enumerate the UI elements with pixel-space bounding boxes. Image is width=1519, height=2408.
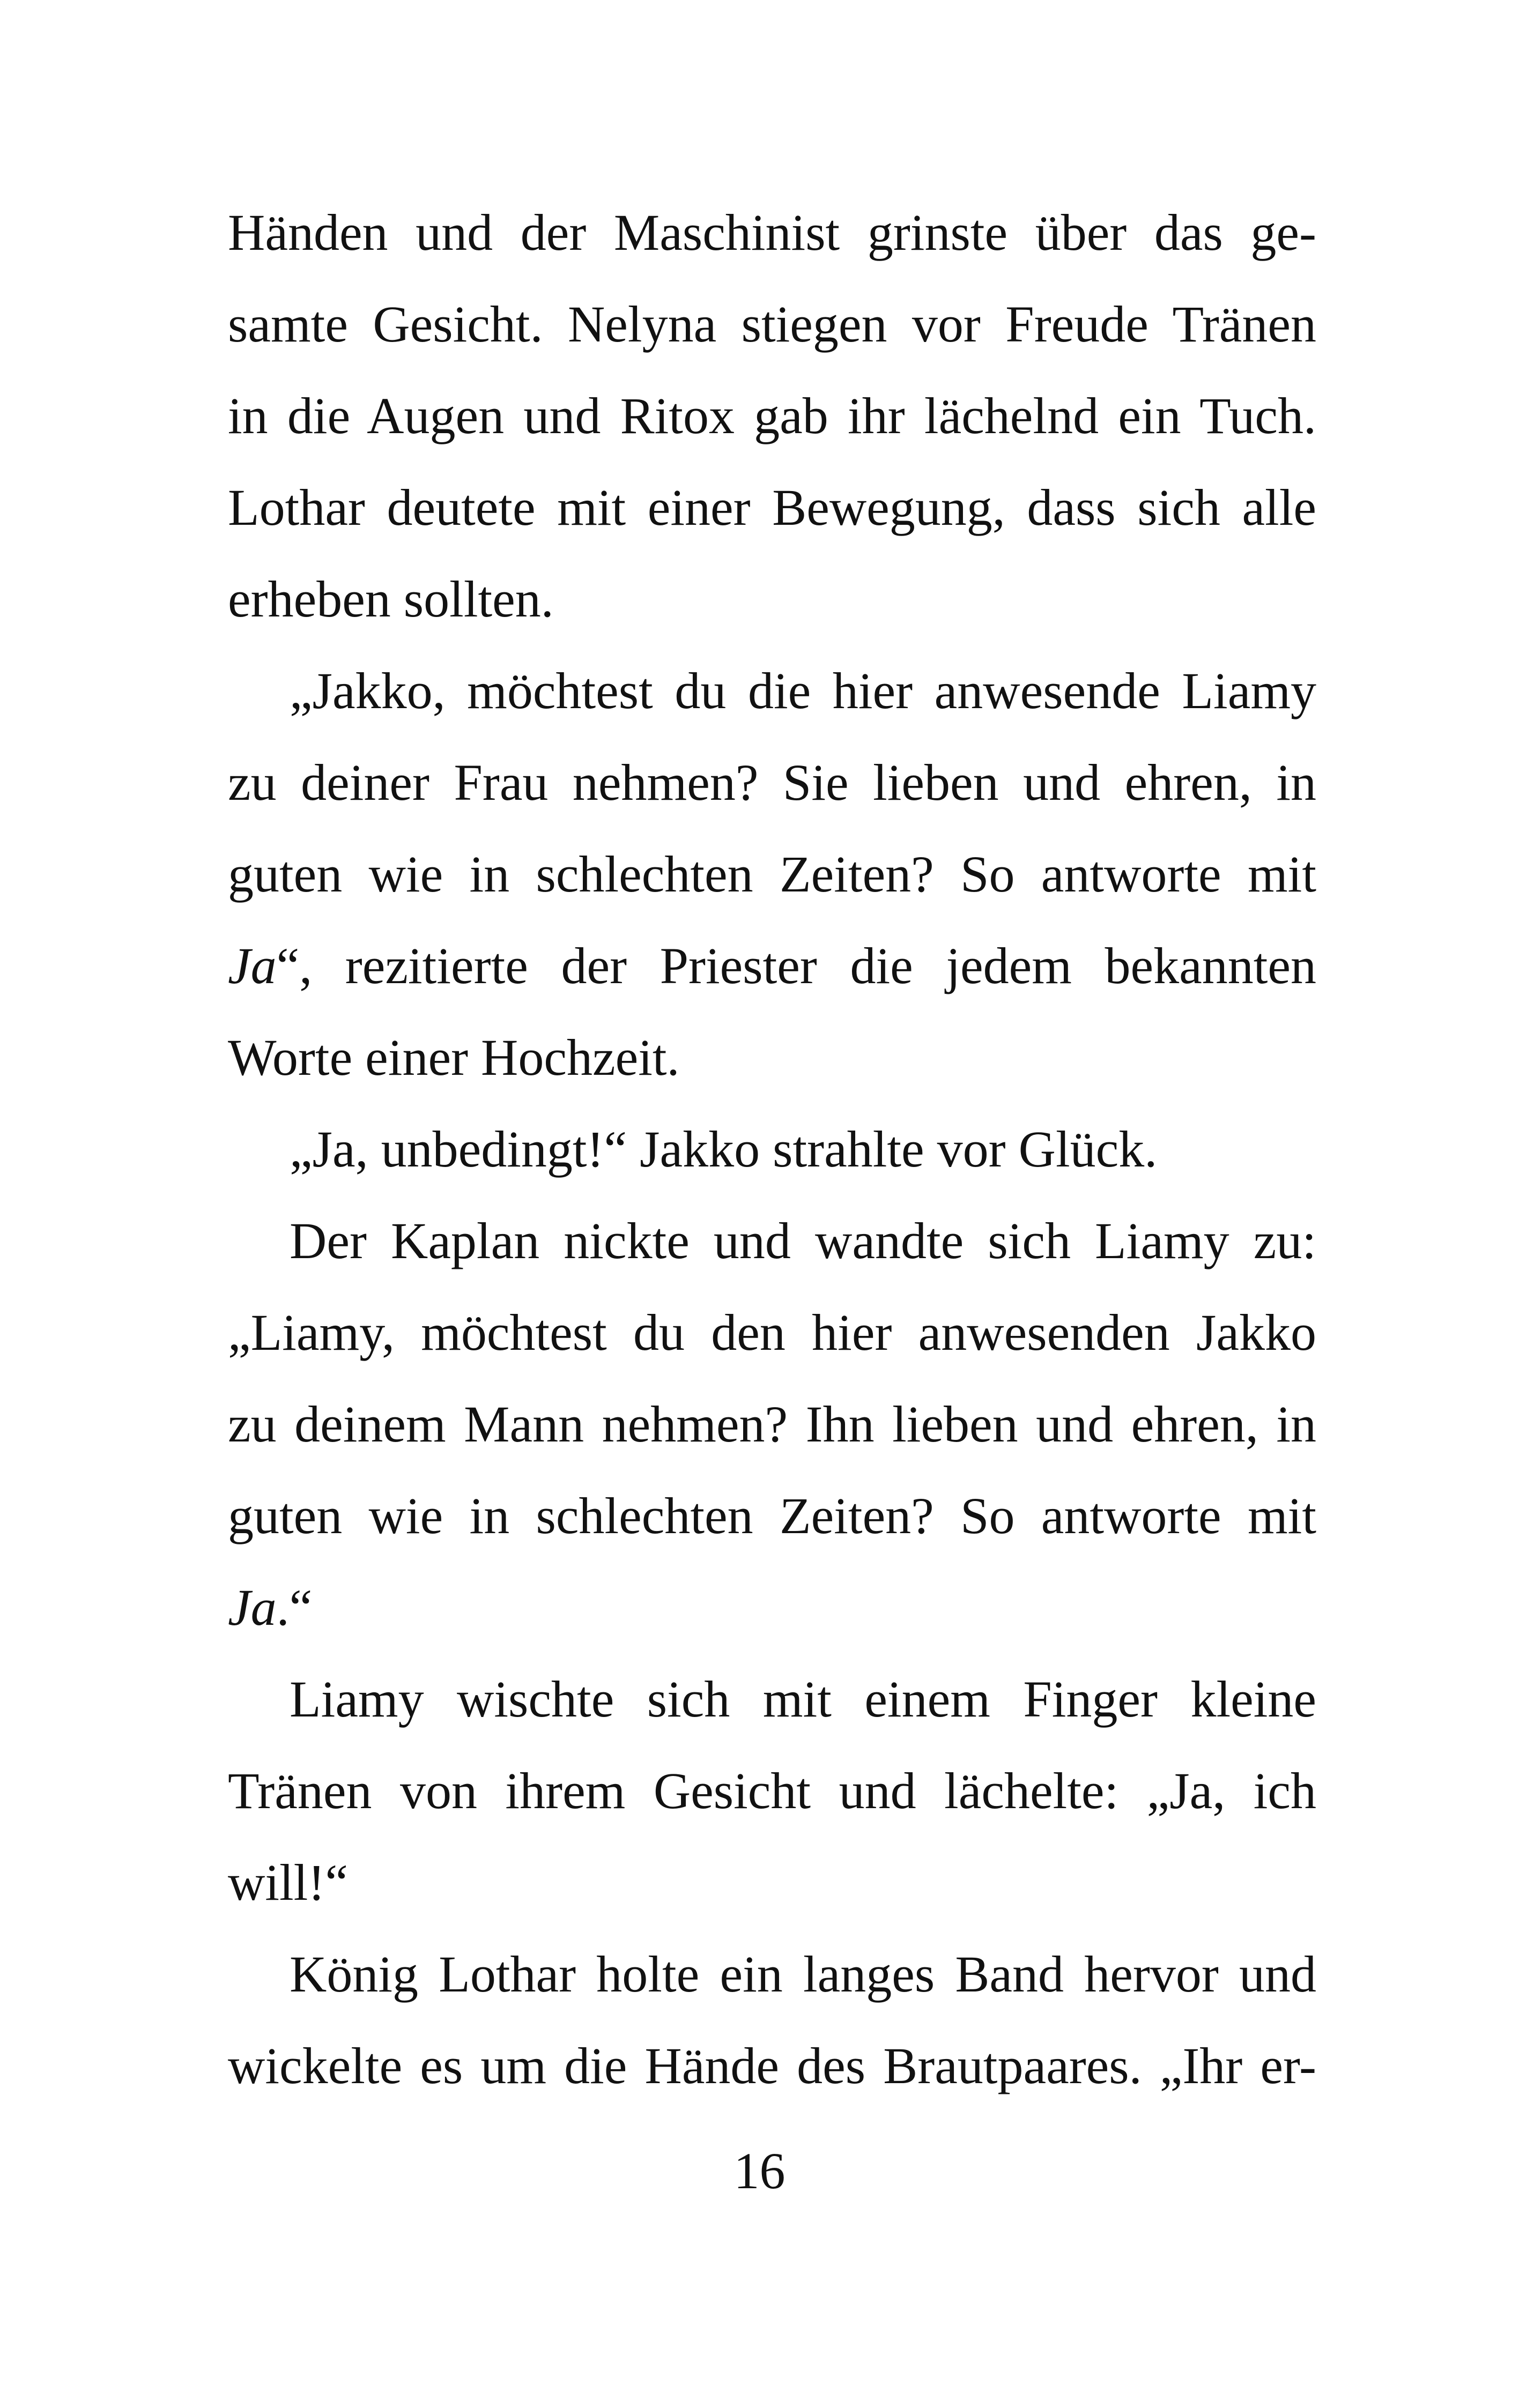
text-line: zu deiner Frau nehmen? Sie lieben und ehren, in xyxy=(228,754,1316,811)
line-rest: .“ xyxy=(276,1579,313,1636)
text-line xyxy=(228,920,1316,1012)
italic-word: Ja xyxy=(228,1579,277,1636)
text-line: guten wie in schlechten Zeiten? So antworte mit xyxy=(228,845,1316,903)
page-number: 16 xyxy=(733,2142,786,2199)
text-line: zu deinem Mann nehmen? Ihn lieben und ehren, in xyxy=(228,1395,1316,1453)
text-line: „Liamy, möchtest du den hier anwesenden Jakko xyxy=(228,1304,1316,1361)
line-rest: “, rezitierte der Priester die jedem bekannten xyxy=(276,937,1316,994)
text-line: Händen und der Maschinist grinste über das ge- xyxy=(228,204,1316,261)
text-line: will!“ xyxy=(228,1854,348,1911)
text-line: samte Gesicht. Nelyna stiegen vor Freude Tränen xyxy=(228,295,1316,353)
text-line: in die Augen und Ritox gab ihr lächelnd ein Tuch. xyxy=(228,387,1316,444)
text-line: Der Kaplan nickte und wandte sich Liamy zu: xyxy=(290,1212,1316,1269)
text-line: „Ja, unbedingt!“ Jakko strahlte vor Glück. xyxy=(290,1120,1158,1178)
body-text xyxy=(228,187,1316,2112)
text-line: „Jakko, möchtest du die hier anwesende Liamy xyxy=(290,662,1316,719)
text-line: König Lothar holte ein langes Band hervor und xyxy=(290,1945,1316,2003)
text-line: erheben sollten. xyxy=(228,570,554,628)
text-line xyxy=(228,1562,1316,1653)
text-line: wickelte es um die Hände des Brautpaares. „Ihr er- xyxy=(228,2037,1316,2094)
text-line: Worte einer Hochzeit. xyxy=(228,1029,680,1086)
text-line: Tränen von ihrem Gesicht und lächelte: „Ja, ich xyxy=(228,1762,1316,1819)
italic-word: Ja xyxy=(228,937,277,994)
text-line: Liamy wischte sich mit einem Finger kleine xyxy=(290,1670,1316,1728)
text-line: guten wie in schlechten Zeiten? So antworte mit xyxy=(228,1487,1316,1544)
text-line: Lothar deutete mit einer Bewegung, dass sich alle xyxy=(228,479,1316,536)
